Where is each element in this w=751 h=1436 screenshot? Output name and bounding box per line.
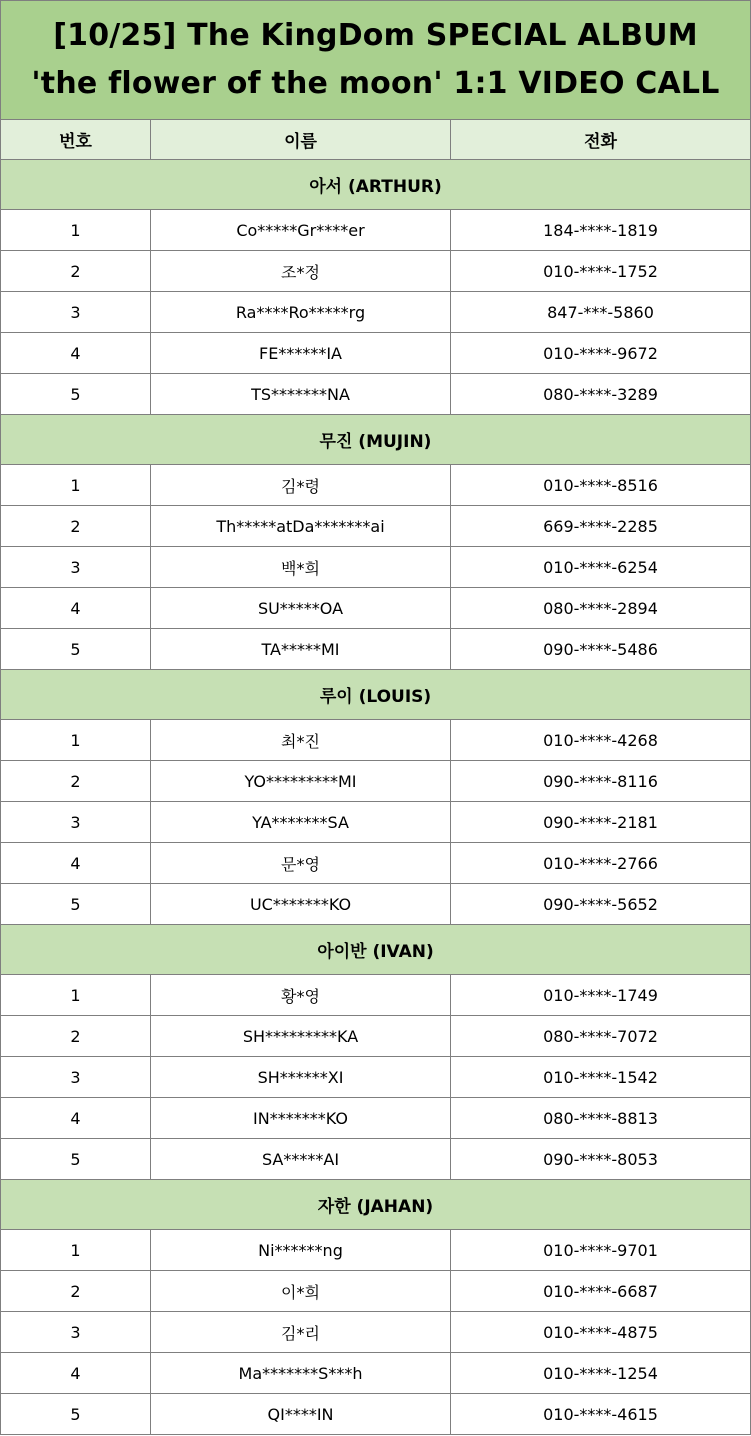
header-phone: 전화 xyxy=(584,132,617,152)
row-phone: 010-****-1542 xyxy=(543,1067,658,1087)
row-name: QI****IN xyxy=(151,1394,451,1434)
table-row xyxy=(0,1139,751,1180)
row-number: 2 xyxy=(1,1271,151,1311)
table-row xyxy=(0,333,751,374)
table-row xyxy=(0,843,751,884)
table-row xyxy=(0,251,751,292)
table-row xyxy=(0,1394,751,1435)
row-name: 김*령 xyxy=(151,465,451,505)
row-phone: 010-****-4875 xyxy=(543,1322,658,1342)
row-number: 2 xyxy=(1,761,151,801)
table-header-row xyxy=(0,120,751,160)
row-number: 4 xyxy=(1,333,151,373)
table-row xyxy=(0,884,751,925)
table-row xyxy=(0,1057,751,1098)
table-row xyxy=(0,1098,751,1139)
row-phone: 010-****-4268 xyxy=(543,730,658,750)
row-name: UC*******KO xyxy=(151,884,451,924)
title-line-2: 'the flower of the moon' 1:1 VIDEO CALL xyxy=(31,66,720,101)
section-header-row: 무진 (MUJIN) xyxy=(0,415,751,465)
row-phone: 080-****-7072 xyxy=(543,1026,658,1046)
table-row xyxy=(0,374,751,415)
table-row xyxy=(0,1016,751,1057)
row-phone: 080-****-3289 xyxy=(543,384,658,404)
row-name: SU*****OA xyxy=(151,588,451,628)
row-number: 5 xyxy=(1,1394,151,1434)
title-line-1: [10/25] The KingDom SPECIAL ALBUM xyxy=(53,18,698,53)
row-name: 문*영 xyxy=(151,843,451,883)
row-phone: 184-****-1819 xyxy=(543,220,658,240)
row-name: SH******XI xyxy=(151,1057,451,1097)
row-name: IN*******KO xyxy=(151,1098,451,1138)
row-phone: 010-****-6687 xyxy=(543,1281,658,1301)
section-header-row: 루이 (LOUIS) xyxy=(0,670,751,720)
section-header-row: 아서 (ARTHUR) xyxy=(0,160,751,210)
row-phone: 010-****-4615 xyxy=(543,1404,658,1424)
row-phone: 080-****-8813 xyxy=(543,1108,658,1128)
row-number: 4 xyxy=(1,1098,151,1138)
row-name: FE******IA xyxy=(151,333,451,373)
row-phone: 010-****-1254 xyxy=(543,1363,658,1383)
row-name: TA*****MI xyxy=(151,629,451,669)
row-number: 5 xyxy=(1,629,151,669)
row-phone: 090-****-5652 xyxy=(543,894,658,914)
table-row xyxy=(0,210,751,251)
table-row xyxy=(0,1230,751,1271)
row-number: 3 xyxy=(1,1312,151,1352)
row-name: Ma*******S***h xyxy=(151,1353,451,1393)
row-phone: 080-****-2894 xyxy=(543,598,658,618)
row-number: 3 xyxy=(1,1057,151,1097)
table-row xyxy=(0,292,751,333)
row-phone: 010-****-2766 xyxy=(543,853,658,873)
row-phone: 090-****-8053 xyxy=(543,1149,658,1169)
table-row xyxy=(0,1312,751,1353)
row-phone: 010-****-9701 xyxy=(543,1240,658,1260)
section-header-row: 자한 (JAHAN) xyxy=(0,1180,751,1230)
winner-table xyxy=(0,120,751,1435)
row-name: SH*********KA xyxy=(151,1016,451,1056)
row-name: 최*진 xyxy=(151,720,451,760)
row-number: 5 xyxy=(1,884,151,924)
row-number: 3 xyxy=(1,547,151,587)
row-phone: 010-****-6254 xyxy=(543,557,658,577)
row-phone: 090-****-2181 xyxy=(543,812,658,832)
row-phone: 669-****-2285 xyxy=(543,516,658,536)
row-number: 1 xyxy=(1,465,151,505)
row-phone: 010-****-1749 xyxy=(543,985,658,1005)
row-number: 5 xyxy=(1,374,151,414)
table-row xyxy=(0,802,751,843)
row-name: TS*******NA xyxy=(151,374,451,414)
row-phone: 847-***-5860 xyxy=(547,302,654,322)
row-phone: 010-****-9672 xyxy=(543,343,658,363)
row-phone: 090-****-5486 xyxy=(543,639,658,659)
row-name: 이*희 xyxy=(151,1271,451,1311)
table-row xyxy=(0,1353,751,1394)
row-name: Th*****atDa*******ai xyxy=(151,506,451,546)
table-row xyxy=(0,506,751,547)
row-number: 3 xyxy=(1,292,151,332)
table-row xyxy=(0,465,751,506)
row-name: 황*영 xyxy=(151,975,451,1015)
row-number: 2 xyxy=(1,1016,151,1056)
row-number: 4 xyxy=(1,588,151,628)
table-row xyxy=(0,720,751,761)
row-name: YA*******SA xyxy=(151,802,451,842)
table-row xyxy=(0,629,751,670)
row-name: Ra****Ro*****rg xyxy=(151,292,451,332)
row-number: 1 xyxy=(1,720,151,760)
table-row xyxy=(0,761,751,802)
row-number: 1 xyxy=(1,1230,151,1270)
table-row xyxy=(0,975,751,1016)
row-name: YO*********MI xyxy=(151,761,451,801)
row-phone: 090-****-8116 xyxy=(543,771,658,791)
row-phone: 010-****-1752 xyxy=(543,261,658,281)
row-number: 3 xyxy=(1,802,151,842)
table-row xyxy=(0,588,751,629)
row-name: 백*희 xyxy=(151,547,451,587)
row-number: 4 xyxy=(1,1353,151,1393)
row-name: 조*정 xyxy=(151,251,451,291)
row-number: 1 xyxy=(1,975,151,1015)
header-number: 번호 xyxy=(1,120,151,159)
row-name: Ni******ng xyxy=(151,1230,451,1270)
row-name: 김*리 xyxy=(151,1312,451,1352)
row-phone: 010-****-8516 xyxy=(543,475,658,495)
section-header-row: 아이반 (IVAN) xyxy=(0,925,751,975)
header-name: 이름 xyxy=(151,120,451,159)
row-number: 4 xyxy=(1,843,151,883)
row-number: 5 xyxy=(1,1139,151,1179)
row-number: 2 xyxy=(1,251,151,291)
row-number: 2 xyxy=(1,506,151,546)
title-banner xyxy=(0,0,751,120)
row-name: SA*****AI xyxy=(151,1139,451,1179)
table-row xyxy=(0,1271,751,1312)
table-row xyxy=(0,547,751,588)
row-name: Co*****Gr****er xyxy=(151,210,451,250)
row-number: 1 xyxy=(1,210,151,250)
